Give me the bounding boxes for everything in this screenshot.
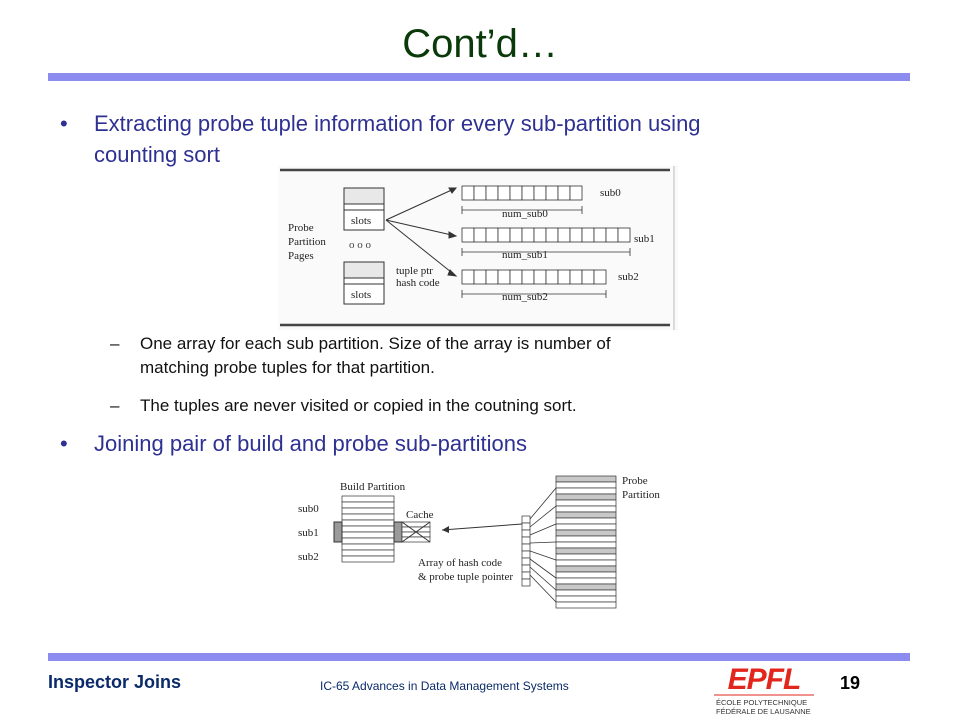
probe-partition-label-2: Partition — [622, 489, 660, 501]
bullet-1 — [60, 108, 860, 170]
hash-cell — [522, 579, 530, 586]
subbullet-marker: – — [110, 334, 120, 353]
build-row — [342, 556, 394, 562]
probe-row — [556, 500, 616, 506]
build-row — [342, 544, 394, 550]
array-cell — [570, 228, 582, 242]
array-cell — [546, 186, 558, 200]
array-cell — [594, 270, 606, 284]
hash-cell — [522, 516, 530, 523]
hash-cell — [522, 551, 530, 558]
sub2-label: sub2 — [618, 271, 639, 283]
array-cell — [570, 186, 582, 200]
array-cell — [498, 270, 510, 284]
array-to-cache-arrow — [442, 524, 522, 530]
array-cell — [486, 270, 498, 284]
array-cell — [534, 270, 546, 284]
hash-cell — [522, 544, 530, 551]
array-cell — [570, 270, 582, 284]
hash-cell — [522, 558, 530, 565]
array-cell — [510, 186, 522, 200]
probe-row — [556, 494, 616, 500]
array-label-1: Array of hash code — [418, 557, 502, 569]
array-cell — [558, 186, 570, 200]
num-sub0-label: num_sub0 — [502, 208, 548, 220]
pointer-lines — [530, 488, 556, 602]
probe-row — [556, 506, 616, 512]
array-cell — [510, 228, 522, 242]
array-cell — [462, 186, 474, 200]
probe-row — [556, 488, 616, 494]
array-cell — [546, 270, 558, 284]
counting-sort-diagram — [278, 166, 678, 330]
array-cell — [546, 228, 558, 242]
slots-label-bottom: slots — [351, 289, 372, 301]
array-cell — [498, 186, 510, 200]
num-sub1-label: num_sub1 — [502, 249, 548, 261]
epfl-logo — [714, 661, 818, 717]
cache-row — [402, 532, 430, 537]
probe-row — [556, 536, 616, 542]
hash-cell — [522, 537, 530, 544]
build-row — [342, 532, 394, 538]
probe-row — [556, 584, 616, 590]
array-cell — [510, 270, 522, 284]
subbullet-marker: – — [110, 396, 120, 415]
slide-title: Cont’d… — [402, 22, 558, 66]
build-row — [342, 514, 394, 520]
sub1-label: sub1 — [634, 233, 655, 245]
array-cell — [534, 228, 546, 242]
subbullet-1 — [110, 332, 830, 382]
array-cell — [606, 228, 618, 242]
probe-row — [556, 560, 616, 566]
probe-partition-block — [556, 476, 616, 608]
probe-row — [556, 512, 616, 518]
array-cell — [582, 270, 594, 284]
array-cell — [462, 228, 474, 242]
array-cell — [522, 270, 534, 284]
sub1-highlight-left — [334, 522, 342, 542]
array-cell — [594, 228, 606, 242]
array-cell — [474, 228, 486, 242]
array-cell — [618, 228, 630, 242]
probe-row — [556, 542, 616, 548]
pointer-line — [530, 575, 556, 602]
pointer-line — [530, 506, 556, 527]
cache-label: Cache — [406, 509, 434, 521]
num-sub2-label: num_sub2 — [502, 291, 548, 303]
array-cell — [486, 186, 498, 200]
cache-row — [402, 527, 430, 532]
probe-row — [556, 572, 616, 578]
sub0-label: sub0 — [600, 187, 621, 199]
probe-row — [556, 578, 616, 584]
build-row — [342, 508, 394, 514]
probe-row — [556, 554, 616, 560]
probe-partition-pages-label-2: Partition — [288, 236, 326, 248]
array-cell — [534, 186, 546, 200]
array-cell — [522, 228, 534, 242]
bullet-1-line-2: counting sort — [94, 142, 220, 167]
hash-cell — [522, 565, 530, 572]
probe-partition-label-1: Probe — [622, 475, 648, 487]
build-row — [342, 526, 394, 532]
probe-row — [556, 530, 616, 536]
sub1-highlight-right — [394, 522, 402, 542]
ellipsis-label: o o o — [349, 239, 371, 251]
footer-course-name: IC-65 Advances in Data Management Systems — [320, 679, 569, 693]
sub0-build-label: sub0 — [298, 503, 319, 515]
bullet-2 — [60, 428, 860, 459]
epfl-logo-line-1: ÉCOLE POLYTECHNIQUE — [716, 698, 808, 707]
subbullet-2 — [110, 394, 830, 420]
subbullet-1-line-2: matching probe tuples for that partition. — [140, 358, 435, 377]
slots-label-top: slots — [351, 215, 372, 227]
sub2-build-label: sub2 — [298, 551, 319, 563]
hash-cell — [522, 523, 530, 530]
epfl-logo-line-2: FÉDÉRALE DE LAUSANNE — [716, 707, 811, 716]
bullet-marker: • — [60, 111, 68, 136]
build-row — [342, 538, 394, 544]
probe-page-top — [344, 188, 384, 230]
probe-row — [556, 476, 616, 482]
array-cell — [558, 270, 570, 284]
footer-course-title: Inspector Joins — [48, 672, 182, 692]
probe-row — [556, 596, 616, 602]
sub1-build-label: sub1 — [298, 527, 319, 539]
probe-row — [556, 482, 616, 488]
subbullet-1-line-1: One array for each sub partition. Size of the array is number of — [140, 334, 611, 353]
bullet-1-line-1: Extracting probe tuple information for every sub-partition using — [94, 111, 701, 136]
probe-row — [556, 518, 616, 524]
probe-row — [556, 524, 616, 530]
pointer-line — [530, 551, 556, 560]
subbullet-2-line-1: The tuples are never visited or copied in the coutning sort. — [140, 396, 577, 415]
probe-partition-pages-label-1: Probe — [288, 222, 314, 234]
hash-code-array — [522, 516, 530, 586]
probe-row — [556, 566, 616, 572]
array-cell — [486, 228, 498, 242]
pointer-line — [530, 524, 556, 535]
array-cell — [558, 228, 570, 242]
build-partition-block — [342, 496, 394, 562]
bullet-marker: • — [60, 431, 68, 456]
pointer-line — [530, 488, 556, 519]
probe-partition-pages-label-3: Pages — [288, 250, 314, 262]
pointer-line — [530, 542, 556, 543]
probe-row — [556, 602, 616, 608]
probe-row — [556, 590, 616, 596]
probe-page-bottom — [344, 262, 384, 304]
tuple-ptr-label: tuple ptr — [396, 265, 433, 277]
page-number: 19 — [840, 673, 861, 693]
hash-cell — [522, 572, 530, 579]
array-cell — [522, 186, 534, 200]
array-cell — [462, 270, 474, 284]
hash-cell — [522, 530, 530, 537]
probe-row — [556, 548, 616, 554]
bullet-2-line-1: Joining pair of build and probe sub-partitions — [94, 431, 527, 456]
array-label-2: & probe tuple pointer — [418, 571, 514, 583]
build-partition-label: Build Partition — [340, 481, 406, 493]
epfl-logo-text: EPFL — [727, 663, 801, 696]
title-divider — [48, 73, 910, 81]
sub-partition-join-diagram — [290, 466, 690, 614]
array-cell — [582, 228, 594, 242]
pointer-line — [530, 559, 556, 578]
build-row — [342, 502, 394, 508]
array-cell — [498, 228, 510, 242]
array-cell — [474, 186, 486, 200]
footer-divider — [48, 653, 910, 661]
build-row — [342, 496, 394, 502]
hash-code-label: hash code — [396, 277, 440, 289]
build-row — [342, 520, 394, 526]
build-row — [342, 550, 394, 556]
array-cell — [474, 270, 486, 284]
